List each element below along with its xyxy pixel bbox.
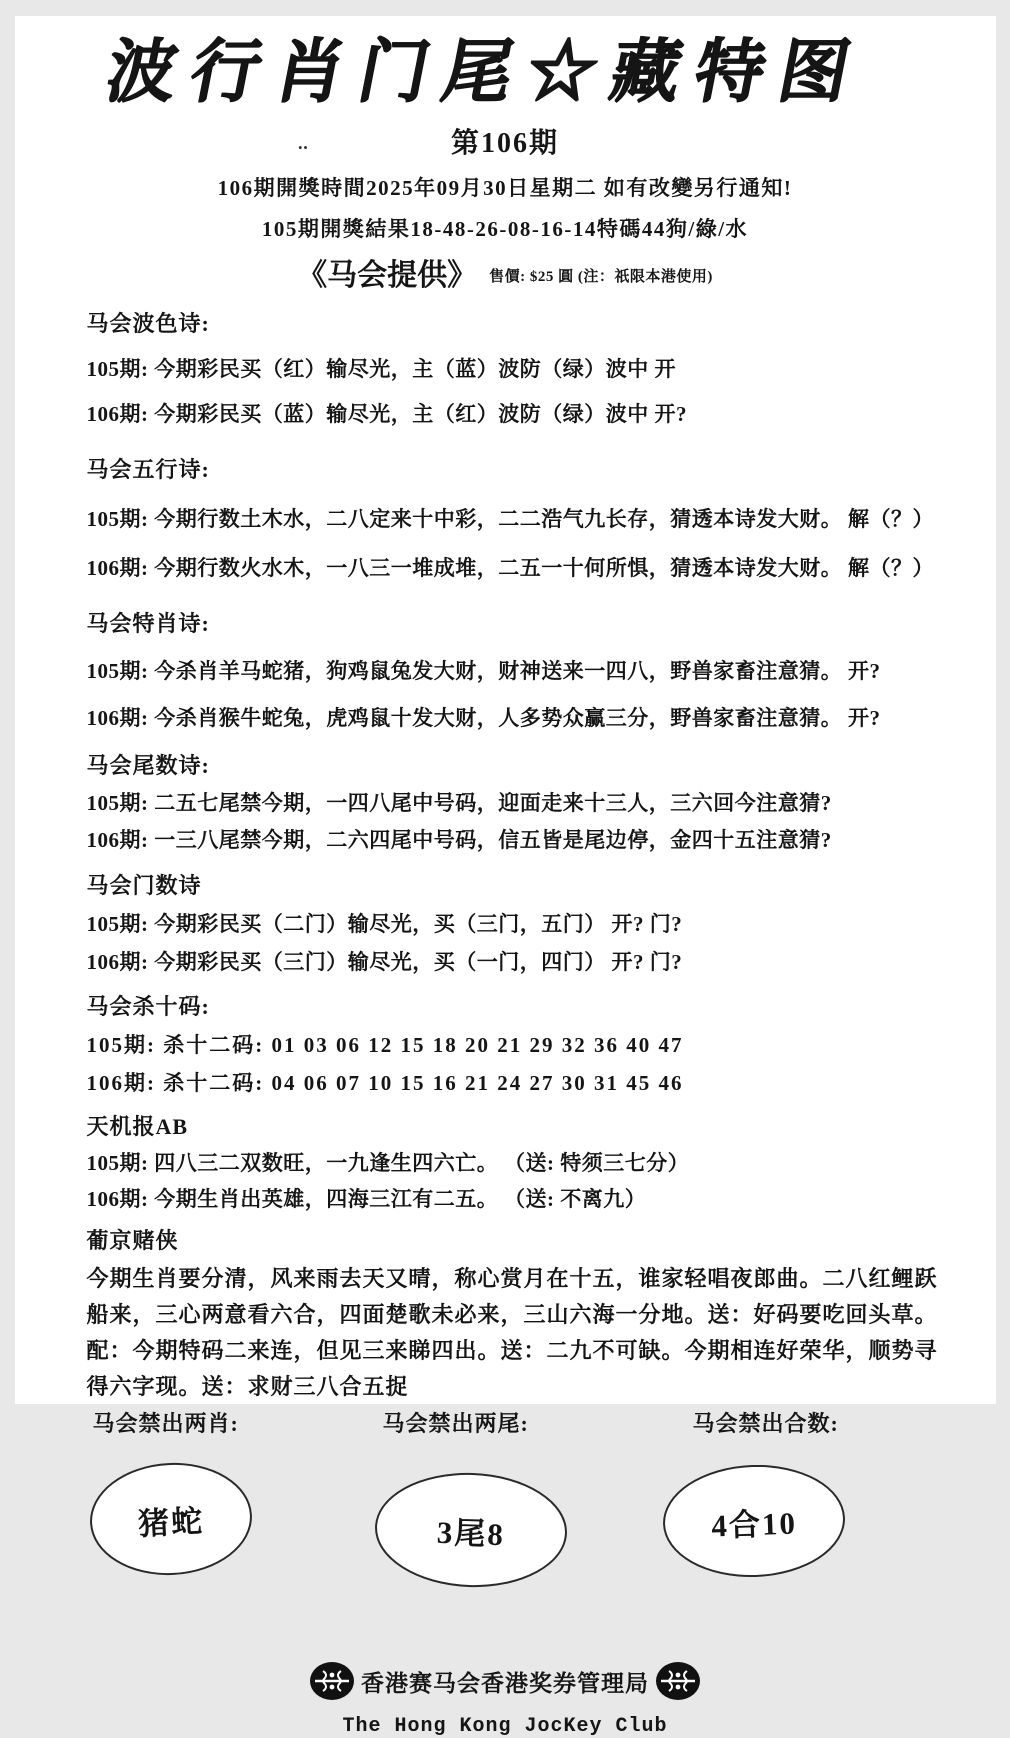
ban-two-zodiac-value: 猪蛇 xyxy=(136,1495,204,1543)
page xyxy=(15,16,996,1404)
poem-line: 105期: 今期行数土木水，二八定来十中彩，二二浩气九长存，猜透本诗发大财。 解（？） xyxy=(87,503,938,533)
print-artifact: ‥ xyxy=(298,134,312,154)
section-killed-numbers xyxy=(87,990,938,1097)
killed-numbers-line: 106期: 杀十二码: 04 06 07 10 15 16 21 24 27 30 31 45 46 xyxy=(87,1067,938,1097)
ban-sum-label: 马会禁出合数: xyxy=(693,1407,839,1438)
poem-line: 105期: 二五七尾禁今期，一四八尾中号码，迎面走来十三人，三六回今注意猜? xyxy=(87,787,938,817)
footer-org-en: The Hong Kong JocKey Club xyxy=(15,1715,996,1738)
ban-two-tails-value: 3尾8 xyxy=(436,1506,506,1553)
ban-sum-value: 4合10 xyxy=(710,1497,797,1545)
section-pujing-gambler xyxy=(87,1224,938,1405)
content xyxy=(87,307,938,1405)
section-heaven-report xyxy=(87,1110,938,1213)
killed-numbers-line: 105期: 杀十二码: 01 03 06 12 15 18 20 21 29 32 36 40 47 xyxy=(87,1029,938,1059)
section-five-elements-poem xyxy=(87,453,938,582)
section-tail-number-poem xyxy=(87,749,938,854)
poem-line: 105期: 今期彩民买（二门）输尽光，买（三门，五门） 开? 门? xyxy=(87,908,938,938)
masthead-title: 波行肖门尾☆藏特图 xyxy=(99,16,1010,115)
section-gate-number-poem xyxy=(87,869,938,976)
provider-row xyxy=(15,250,996,294)
ban-two-zodiac-oval xyxy=(87,1459,255,1579)
forbidden-row xyxy=(15,1407,996,1655)
hkjc-logo-icon xyxy=(655,1661,701,1701)
ban-two-tails-oval xyxy=(373,1470,569,1591)
section-title: 天机报AB xyxy=(87,1110,938,1141)
section-title: 马会尾数诗: xyxy=(87,749,938,780)
section-wave-color-poem xyxy=(87,307,938,428)
poem-line: 105期: 今期彩民买（红）输尽光，主（蓝）波防（绿）波中 开 xyxy=(87,353,938,383)
provider-name: 《马会提供》 xyxy=(297,250,477,294)
footer-org-row xyxy=(15,1661,996,1701)
provider-price-note: 售價: $25 圓 (注：祇限本港使用) xyxy=(489,259,713,286)
last-result-line: 105期開獎結果18-48-26-08-16-14特碼44狗/綠/水 xyxy=(15,213,996,243)
footer-org-cn: 香港赛马会香港奖券管理局 xyxy=(361,1665,649,1698)
poem-line: 106期: 今杀肖猴牛蛇兔，虎鸡鼠十发大财，人多势众赢三分，野兽家畜注意猜。 开? xyxy=(87,702,938,732)
poem-line: 106期: 今期彩民买（蓝）输尽光，主（红）波防（绿）波中 开? xyxy=(87,398,938,428)
ban-sum-oval xyxy=(661,1462,847,1580)
draw-time-line: 106期開獎時間2025年09月30日星期二 如有改變另行通知! xyxy=(15,172,996,202)
section-title: 马会五行诗: xyxy=(87,453,938,484)
section-title: 葡京赌侠 xyxy=(87,1224,938,1255)
poem-line: 105期: 今杀肖羊马蛇猪，狗鸡鼠兔发大财，财神送来一四八，野兽家畜注意猜。 开? xyxy=(87,655,938,685)
section-title: 马会门数诗 xyxy=(87,869,938,900)
section-title: 马会特肖诗: xyxy=(87,607,938,638)
hkjc-logo-icon xyxy=(309,1661,355,1701)
section-title: 马会波色诗: xyxy=(87,307,938,338)
gambler-paragraph: 今期生肖要分清，风来雨去天又晴，称心赏月在十五，谁家轻唱夜郎曲。二八红鲤跃船来，三心两意看六合，四面楚歌未必来，三山六海一分地。送：好码要吃回头草。配：今期特码二来连，但见三来睇四出。送：二九不可缺。今期相连好荣华，顺势寻得六字现。送：求财三八合五捉 xyxy=(87,1261,938,1405)
poem-line: 106期: 今期行数火水木，一八三一堆成堆，二五一十何所惧，猜透本诗发大财。 解（？） xyxy=(87,552,938,582)
ban-two-zodiac-label: 马会禁出两肖: xyxy=(93,1407,239,1438)
poem-line: 106期: 今期彩民买（三门）输尽光，买（一门，四门） 开? 门? xyxy=(87,946,938,976)
poem-line: 106期: 今期生肖出英雄，四海三江有二五。 （送: 不离九） xyxy=(87,1183,938,1213)
ban-two-tails-label: 马会禁出两尾: xyxy=(383,1407,529,1438)
poem-line: 105期: 四八三二双数旺，一九逢生四六亡。 （送: 特须三七分） xyxy=(87,1147,938,1177)
section-title: 马会杀十码: xyxy=(87,990,938,1021)
issue-number: 第106期 xyxy=(15,121,996,161)
section-special-zodiac-poem xyxy=(87,607,938,732)
poem-line: 106期: 一三八尾禁今期，二六四尾中号码，信五皆是尾边停，金四十五注意猜? xyxy=(87,824,938,854)
